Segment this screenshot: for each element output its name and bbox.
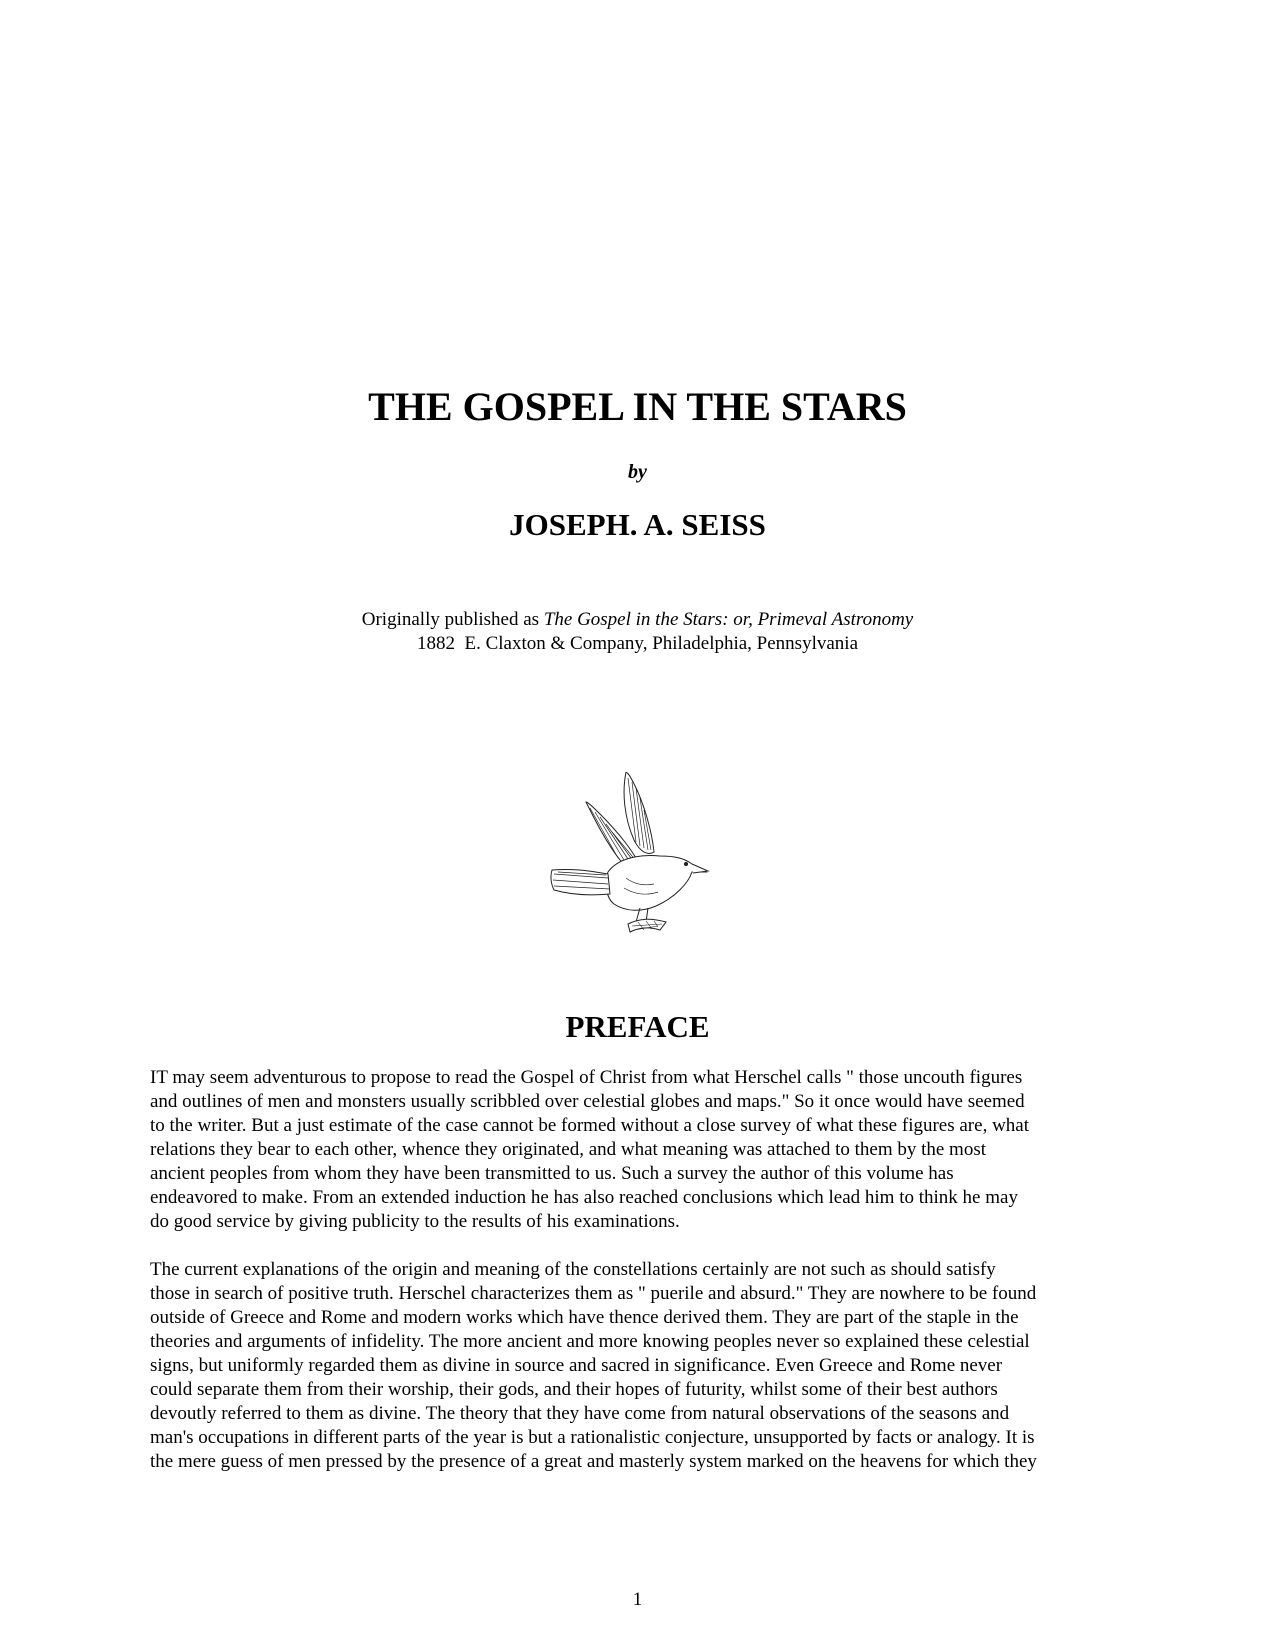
paragraph-line: and outlines of men and monsters usually scribbled over celestial globes and maps." So it once would have seemed xyxy=(150,1091,1025,1112)
paragraph-line: IT may seem adventurous to propose to read the Gospel of Christ from what Herschel calls " those uncouth figures xyxy=(150,1067,1023,1088)
paragraph-line: those in search of positive truth. Herschel characterizes them as " puerile and absurd." They are nowhere to be found xyxy=(150,1283,1037,1304)
paragraph-line: ancient peoples from whom they have been transmitted to us. Such a survey the author of this volume has xyxy=(150,1163,954,1184)
preface-paragraph-2 xyxy=(150,1258,1130,1474)
paragraph-line: outside of Greece and Rome and modern works which have thence derived them. They are part of the staple in the xyxy=(150,1307,1019,1328)
paragraph-line: devoutly referred to them as divine. The theory that they have come from natural observations of the seasons and xyxy=(150,1403,1010,1424)
paragraph-line: theories and arguments of infidelity. The more ancient and more knowing peoples never so explained these celestial xyxy=(150,1331,1030,1352)
paragraph-line: could separate them from their worship, their gods, and their hopes of futurity, whilst some of their best authors xyxy=(150,1379,998,1400)
paragraph-line: relations they bear to each other, whence they originated, and what meaning was attached to them by the most xyxy=(150,1139,987,1160)
paragraph-line: do good service by giving publicity to the results of his examinations. xyxy=(150,1211,680,1232)
preface-heading: PREFACE xyxy=(565,1009,710,1044)
preface-paragraph-1 xyxy=(150,1066,1130,1234)
original-publication-line xyxy=(0,608,1275,632)
dove-illustration xyxy=(548,772,723,942)
paragraph-line: signs, but uniformly regarded them as divine in source and sacred in significance. Even Greece and Rome never xyxy=(150,1355,1003,1376)
paragraph-line: the mere guess of men pressed by the presence of a great and masterly system marked on the heavens for which they xyxy=(150,1451,1037,1472)
author-name: JOSEPH. A. SEISS xyxy=(509,507,766,542)
publication-info xyxy=(0,608,1275,656)
page-number: 1 xyxy=(632,1589,643,1610)
book-title: THE GOSPEL IN THE STARS xyxy=(368,384,907,429)
original-title: The Gospel in the Stars: or, Primeval Astronomy xyxy=(543,609,914,630)
imprint-line: 1882 E. Claxton & Company, Philadelphia, Pennsylvania xyxy=(417,633,858,654)
by-line: by xyxy=(628,461,647,483)
paragraph-line: to the writer. But a just estimate of the case cannot be formed without a close survey of what these figures are, what xyxy=(150,1115,1030,1136)
paragraph-line: man's occupations in different parts of the year is but a rationalistic conjecture, unsupported by facts or analogy. It is xyxy=(150,1427,1035,1448)
paragraph-line: endeavored to make. From an extended induction he has also reached conclusions which lead him to think he may xyxy=(150,1187,1018,1208)
publication-prefix: Originally published as xyxy=(361,609,544,630)
paragraph-line: The current explanations of the origin and meaning of the constellations certainly are not such as should satisfy xyxy=(150,1259,996,1280)
